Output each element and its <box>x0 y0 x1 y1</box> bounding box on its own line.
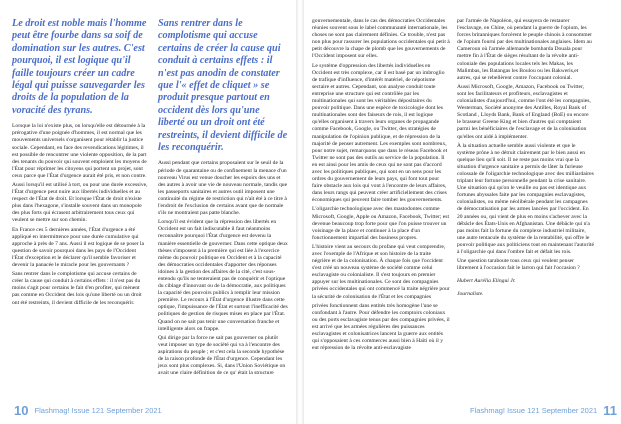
body-text-1 <box>12 123 148 306</box>
paragraph: par l'armée de Napoléon, qui essayera de restaurer l'esclavage, en Chine, où pendant la guerre de l'opium, les forces britanniques forcèrent le peuple chinois à consommer de l'opium fourni par des multinationales anglaises. Idem au Cameroun où l'armée allemande bombarda Douala pour mettre fin à l'État de sièges résultant de la révolte anti-coloniale des populations locales tels les Makas, les Malimbas, les Batangas les Boulou ou les Bakweris,et autres, qui se rebellèrent contre l'occupant colonial. <box>457 18 592 81</box>
pull-quote-2: Sans rentrer dans le complotisme qui accuse certains de créer la cause qui conduit à certains effets : il n'est pas anodin de constater que l'« effet de cliquet » se produit presque partout en occident dès lors qu'une liberté ou un droit ont été restreints, il devient difficile de les reconquérir. <box>158 18 288 154</box>
column-2 <box>158 18 288 379</box>
paragraph: En France ces 5 dernières années, l'État d'urgence a été appliqué en intermittence pour une durée cumulative qui approche à près de 7 ans. Aussi il est logique de se poser la question de savoir pourquoi dans les pays de l'Occident l'État d'exception et le déclarer qu'il semble favoriser et devenir la panacée le miracle pour les gouvernants ? <box>12 226 145 269</box>
author-signature: Hubert Aurélia Elingui Jr. <box>457 278 516 285</box>
paragraph: Qui dirige par la force ne sait pas gouverner ou plutôt veut imposer un type de société qui va à l'encontre des aspirations du peuple ; et c'est cela la seconde hypothèse de la raison profonde de l'État d'urgence. Cependant les jeux sont plus complexes. Si, dans l'Union Soviétique on avait une claire définition de ce qu' était la structure <box>158 334 286 377</box>
footer-right <box>470 405 621 417</box>
column-1 <box>12 18 148 309</box>
paragraph: L'oligarchie technologique avec des mastodontes comme Microsoft, Google, Apple ou Amazon, Facebook, Twitter; est devenue beaucoup trop forte pour que l'on puisse trouver un voisinage de la place et continuer à la place d'un fonctionnement impartial des business propres. <box>312 206 449 241</box>
page-number-left: 10 <box>14 403 29 418</box>
column-4 <box>457 18 594 300</box>
page-spine <box>296 0 304 424</box>
right-page <box>304 0 600 424</box>
paragraph: Aussi Microsoft, Google, Amazon, Facebook ou Twitter, sont les facilitateurs et profiteurs, esclavagistes et colonialistes d'aujourd'hui, comme l'ont été les compagnies, Westerman, Société anonyme des Antilles, Royal Bank of Scotland , Lloyds Bank, Bank of England (BoE) ou encore le brasseur Greene King et bien d'autres qui comptaient parmi les bénéficiaires de l'esclavage et de la colonisation qu'elles ont aidé à implémenter. <box>457 83 591 140</box>
footer-text-left: Flashmag! Issue 121 September 2021 <box>34 406 162 415</box>
body-text-2 <box>158 160 288 377</box>
left-page <box>0 0 296 424</box>
body-text-4 <box>457 18 594 298</box>
paragraph: Le système d'oppression des libertés individuelles en Occident est très complexe, car il est basé par un imbroglio de trafique d'influence, d'intérêt matériel, de népotisme sectaire et autres. Cependant, son analyse conduit toute entreprise une structure qui est contrôlée par les multinationales qui sont les véritables dépositaires du pouvoir politique. Dans une espèce de toxicologie dont les multinationales sont des faiseurs de rois, il est logique qu'elles organisent à travers leurs organes de propagande comme Facebook, Google, ou Twitter, des stratégies de manipulation de l'opinion publique, et de répression de la majorité de penser autrement. Les exemples sont nombreux, pour notre sujet, remarquons que dans le réseau Facebook et Twitter ne sont pas des outils au service de la population. Il en est ainsi pour les amis de ceux qui ne sont pas d'accord avec les politiques publiques, qui sont en un sens pour les ordres du gouvernement de leurs pays, qui font tout pour faire obstacle aux lois qui vont à l'encontre de leurs affaires, dans leurs rangs qui peuvent créer artificiellement des crises économiques qui peuvent faire tomber les gouvernements. <box>312 62 448 204</box>
paragraph: L'histoire vient au secours du profane qui veut comprendre, avec l'exemple de l'Afrique et son histoire de la traite négrière et de la colonisation. À chaque fois que l'occident s'est créé un nouveau système de société comme celui esclavagiste ou colonialiste. Il s'est toujours en premier appuyer sur les multinationales. Ce sont des compagnies privées occidentales qui ont commencé la traite négrière pour la sécurité de colonisation de l'État et les compagnies <box>312 243 450 300</box>
page-number-right: 11 <box>603 403 618 418</box>
paragraph: privées fonctionnent dans entités très homogène l'une se confondant à l'autre. Pour défendre les comptoirs coloniaux ou des ports esclavagiste tenus par des compagnies privées, il est arrivé que les armées régulières des puissances esclavagistes et colonisatrices lancent la guerre aux entités qui s'opposaient à ces commerces aussi bien à Haïti où il y eut répression de la révolte anti-esclavagiste <box>312 302 450 352</box>
paragraph: gouvernementale, dans le cas des démocraties Occidentales réunies souvent sous le label communauté internationale, les choses ne sont pas clairement définies. Ce trouble, n'est pas non plus pour rassurer les populations occidentales qui petit à petit découvre la chape de plomb que les gouvernements de l'Occident imposent sur elles. <box>312 18 450 60</box>
paragraph: À la situation actuelle semble aussi violente et que le système prône à ne détruit clairement par le bien aussi en quelque lieu qu'il soit. Il ne reste pas moins vrai que la situation d'urgence sanitaire a permis de lâter la furieuse colossale de l'oligarchie technologique avec des milliardaires triplant leur fortune personnelle pendant la crise sanitaire. Une situation qui qu'on le veuille ou pas est identique aux fortunes abyssales faite par les compagnies esclavagistes, colonialistes, ou même néolibérale pendant les campagnes de démocratisation par les armes lancées par l'occident. En 20 années ou, qui vient de plus en moins s'achever avec la débâcle des États-Unis en Afghanistan. Une débâcle qui n'a pas moins fait la fortune du complexe industriel militaire, une autre tentacule du système de la rentabilité, qui offre le pouvoir politique aux politiciens tout en maintenant l'autorité à l'oligarchie qui dans l'ombre fait et défait les rois. <box>457 142 594 255</box>
paragraph: Aussi lorsqu'il est utilisé à tort, ou pour une durée excessive, l'État d'urgence peut nuire aux libertés individuelles et au respect de l'État de droit. Et lorsque l'État de droit n'existe plus dans l'hexagone, s'installe souvent dans un monopole des plus forts qui écrasent arbitrairement tous ceux qui veulent se mettre sur son chemin. <box>12 182 148 224</box>
paragraph: Lorsque la loi n'existe plus, on lorsqu'elle est détournée à la prérogative d'une poignée d'hommes, il est normal que les mouvements universels s'organisent pour rétablir la justice sociale. Cependant, en face des revendications légitimes, il est possible de rencontrer une violente opposition, de la part des tenants du pouvoir qui souvent emploient les moyens de l'État pour réprimer les citoyens qui portent un projet, sont ceux parce que l'État d'urgence aurait été pris, et non contre. <box>12 123 147 179</box>
paragraph: Sans rentrer dans le complotisme qui accuse certains de créer la cause qui conduit à certains effets : il n'est pas du moins s'agit pour certains le fait d'en profiter, qui mènent pas comme en Occident des lois qu'une liberté ou un droit ont été restreints, il devient difficile de les reconquérir. <box>12 271 142 306</box>
paragraph: Une question taraboute tous ceux qui veulent penser librement à l'occasion fait le larron qui fait l'occasion ? <box>457 258 580 272</box>
paragraph: Lorsqu'il est évident que la répression des libertés en Occident est un fait indiscutable il faut néanmoins reconnaître pourquoi l'État d'urgence est devenu la manière essentielle de gouverner. Dans cette optique deux thèses s'imposent à la première qui est liée à l'exercice même du pouvoir politique en Occident et à la capacité des démocraties occidentales d'apporter des réponses idoines à la gestion des affaires de la cité, c'est sous-entendu qu'ils ne tenteraient pas de conquérir et l'optique du ciblage d'innovant ou de la démocratie, aux politiques la capacité des pouvoirs publics à remplir leur mission première. Le recours à l'État d'urgence illustre dans cette optique, l'impuissance de l'État et surtout l'inefficacité des politiques de gestion de risques mises en place par l'État. Quand on ne sait pas tenir une conversation franche et intelligente alors on frappe. <box>158 219 288 332</box>
footer-text-right: Flashmag! Issue 121 September 2021 <box>470 406 598 415</box>
footer-left <box>10 405 162 417</box>
pull-quote-1: Le droit est noble mais l'homme peut être fourbe dans sa soif de domination sur les autres. C'est pourquoi, il est logique qu'il faille toujours créer un cadre légal qui puisse sauvegarder les droits de la population de la voracité des tyrans. <box>12 18 147 116</box>
paragraph: Aussi pendant que certains proposaient sur le seuil de la période de quarantaine ou de confinement la menace d'un nouveau Virus est venue doucher les espoirs des uns et des autres à avoir une vie de nouveau normale, tandis que les passeports sanitaires et autres outil imposent une continuité du régime de restriction qui n'ait été à ce titre à l'endroit de l'exclusion de certains avant que de normale s'ils ne montraient pas patte blanche. <box>158 160 288 217</box>
author-role: Journaliste. <box>457 291 484 298</box>
column-3 <box>312 18 450 354</box>
body-text-3 <box>312 18 450 352</box>
